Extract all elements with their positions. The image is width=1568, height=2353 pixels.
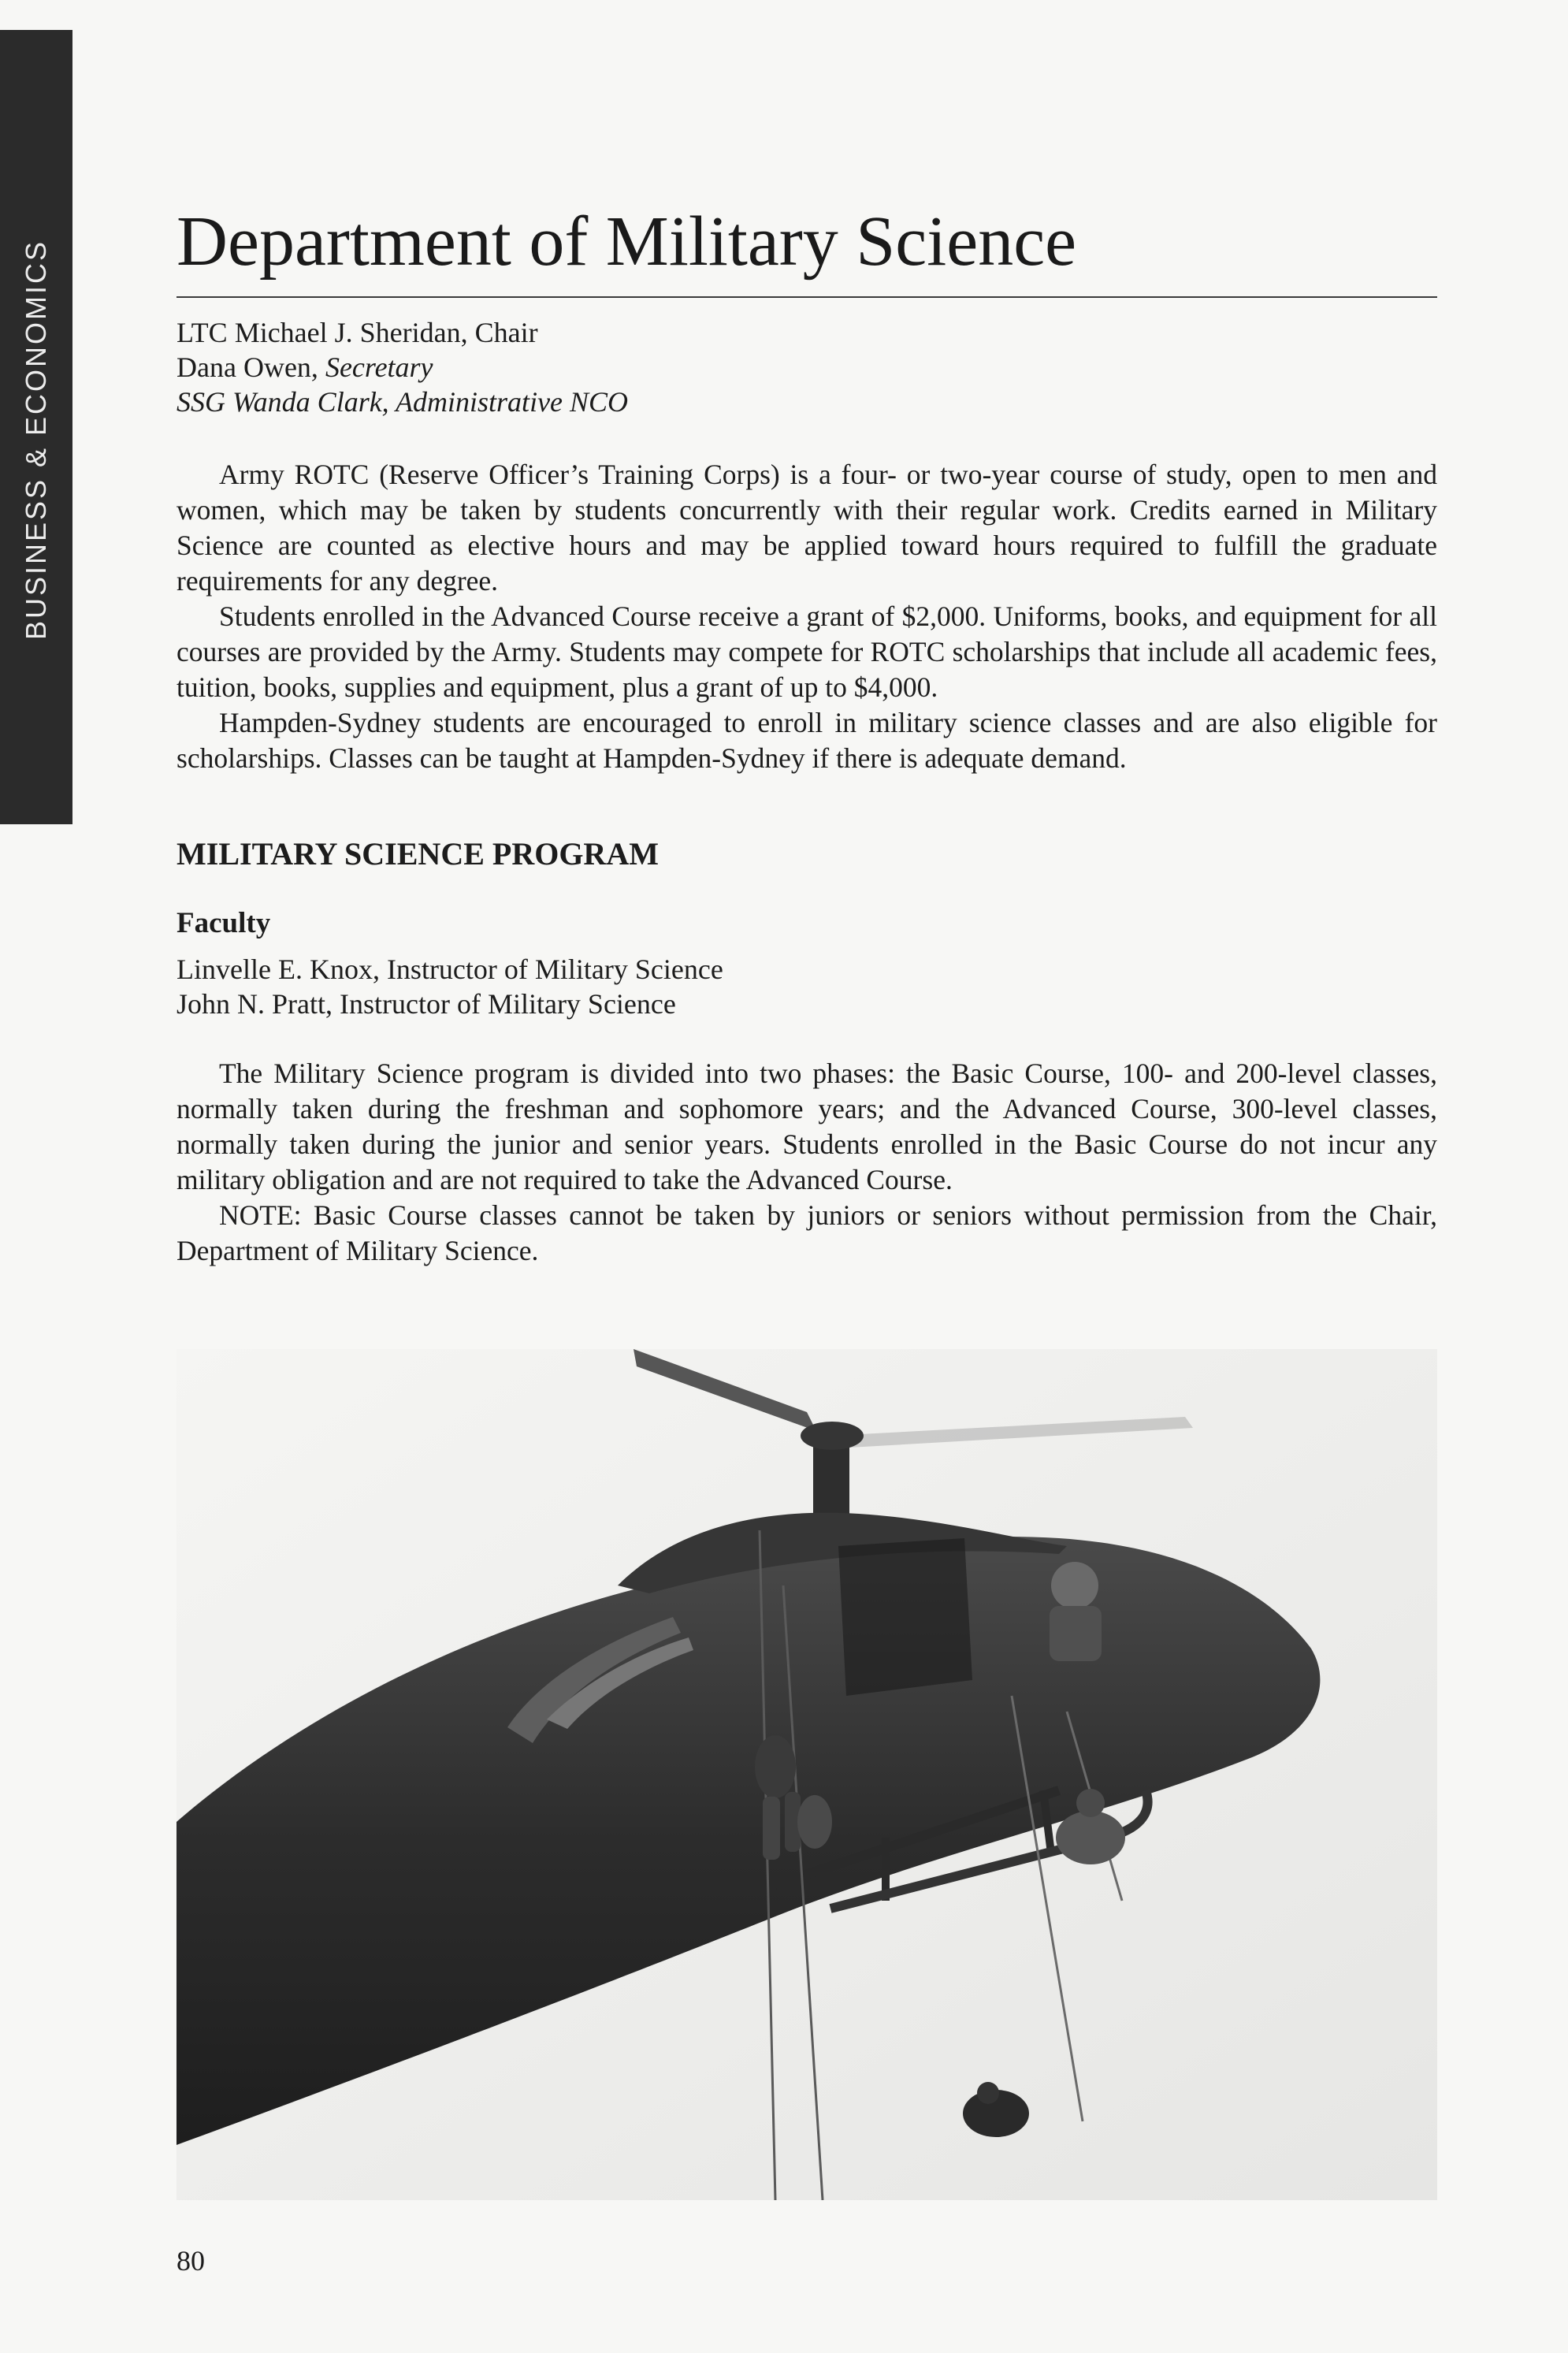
intro-paragraph: Army ROTC (Reserve Officer’s Training Corps) is a four- or two-year course of study, open to men and women, which may be taken by students concurrently with their regular work. Credits earned in Military Science are counted as elective hours and may be applied toward hours required to fulfill the graduate requirements for any degree. bbox=[176, 459, 1437, 597]
staff-line-nco bbox=[176, 385, 628, 419]
staff-line-chair bbox=[176, 315, 628, 350]
staff-name: LTC Michael J. Sheridan, bbox=[176, 317, 475, 348]
page-title: Department of Military Science bbox=[176, 203, 1077, 281]
faculty-member: Linvelle E. Knox, Instructor of Military Science bbox=[176, 953, 723, 985]
program-text bbox=[176, 1056, 1437, 1269]
intro-paragraph: Students enrolled in the Advanced Course receive a grant of $2,000. Uniforms, books, and equipment for all courses are provided by the Army. Students may compete for ROTC scholarships that include all academic fees, tuition, books, supplies and equipment, plus a grant of up to $4,000. bbox=[176, 600, 1437, 703]
intro-text bbox=[176, 457, 1437, 776]
side-tab-label: BUSINESS & ECONOMICS bbox=[20, 239, 52, 641]
helicopter-rappelling-photo bbox=[176, 1349, 1437, 2200]
staff-role: Secretary bbox=[325, 351, 433, 383]
program-paragraph: The Military Science program is divided into two phases: the Basic Course, 100- and 200-level classes, normally taken during the freshman and sophomore years; and the Advanced Course, 300-level classes, normally taken during the junior and senior years. Students enrolled in the Basic Course do not incur any military obligation and are not required to take the Advanced Course. bbox=[176, 1058, 1437, 1195]
page-number: 80 bbox=[176, 2245, 205, 2277]
staff-line-secretary bbox=[176, 350, 628, 385]
staff-name: SSG Wanda Clark, bbox=[176, 386, 396, 418]
staff-role: Chair bbox=[474, 317, 538, 348]
staff-list bbox=[176, 315, 628, 419]
staff-name: Dana Owen, bbox=[176, 351, 325, 383]
section-heading: MILITARY SCIENCE PROGRAM bbox=[176, 836, 659, 872]
faculty-heading: Faculty bbox=[176, 907, 271, 939]
program-note: NOTE: Basic Course classes cannot be taken by juniors or seniors without permission from the Chair, Department of Military Science. bbox=[176, 1199, 1437, 1266]
faculty-member: John N. Pratt, Instructor of Military Science bbox=[176, 988, 676, 1020]
section-side-tab bbox=[0, 30, 72, 824]
intro-paragraph: Hampden-Sydney students are encouraged to enroll in military science classes and are also eligible for scholarships. Classes can be taught at Hampden-Sydney if there is adequate demand. bbox=[176, 707, 1437, 774]
faculty-list bbox=[176, 952, 723, 1021]
staff-role: Administrative NCO bbox=[396, 386, 629, 418]
title-rule bbox=[176, 296, 1437, 298]
